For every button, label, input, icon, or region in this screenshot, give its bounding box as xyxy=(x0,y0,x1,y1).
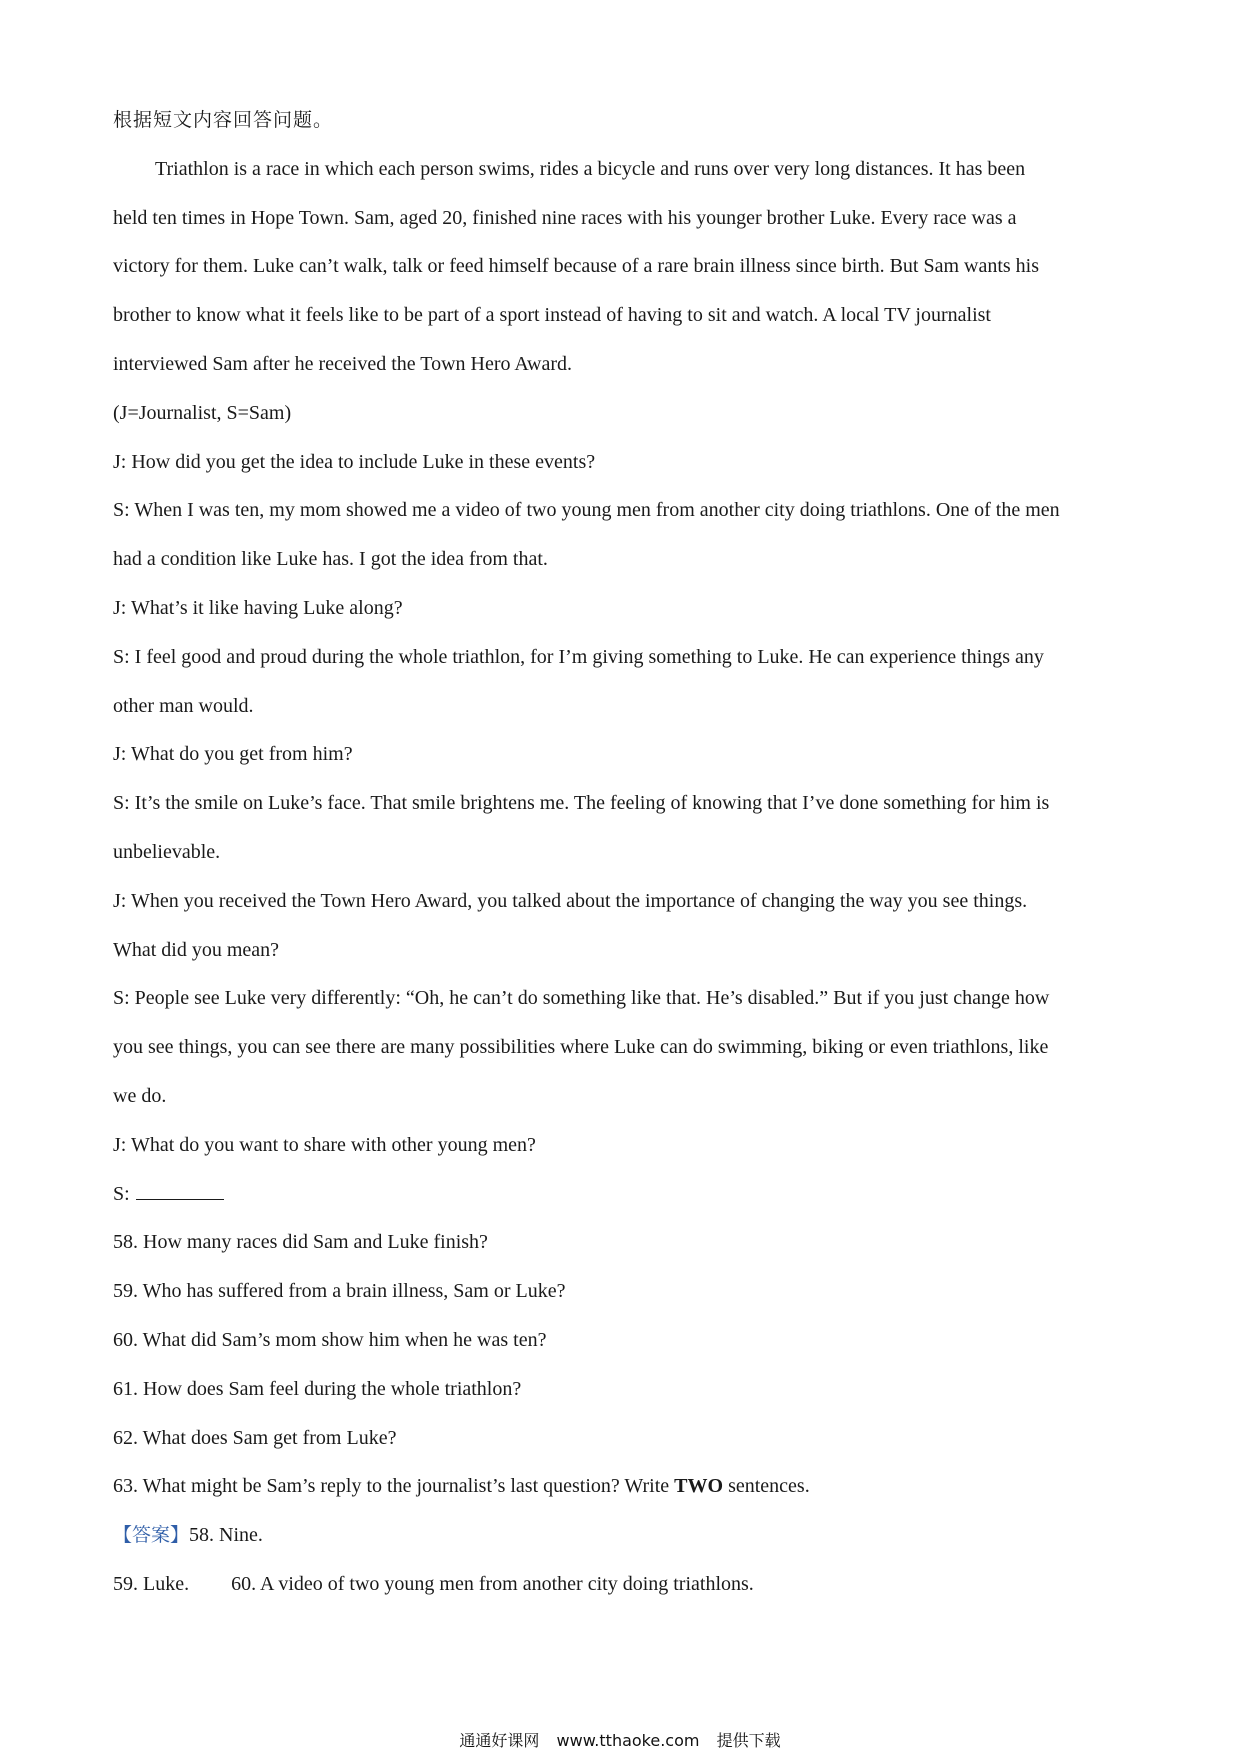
passage-line: victory for them. Luke can’t walk, talk or feed himself because of a rare brain illness since birth. But Sam wants his xyxy=(113,255,1040,278)
answer-blank xyxy=(136,1183,224,1200)
answer-58: 58. Nine. xyxy=(189,1524,263,1547)
dialogue-line: unbelievable. xyxy=(113,840,221,863)
question-63 xyxy=(113,1462,1133,1511)
blank-reply-line xyxy=(113,1170,1133,1219)
page-footer xyxy=(0,1728,1240,1751)
footer-note: 提供下载 xyxy=(716,1731,781,1750)
dialogue-line: had a condition like Luke has. I got the idea from that. xyxy=(113,548,548,571)
question: 59. Who has suffered from a brain illness, Sam or Luke? xyxy=(113,1280,566,1303)
question: 62. What does Sam get from Luke? xyxy=(113,1426,397,1449)
dialogue-line: J: What do you get from him? xyxy=(113,743,353,766)
footer-site-name: 通通好课网 xyxy=(459,1731,540,1750)
dialogue-line: other man would. xyxy=(113,694,254,717)
question: 61. How does Sam feel during the whole triathlon? xyxy=(113,1377,522,1400)
dialogue-line: you see things, you can see there are many possibilities where Luke can do swimming, biking or even triathlons, like xyxy=(113,1036,1049,1059)
q63-bold-word: TWO xyxy=(674,1475,724,1498)
answer-60: 60. A video of two young men from another city doing triathlons. xyxy=(231,1572,754,1595)
answer-59: 59. Luke. xyxy=(113,1572,190,1595)
speaker-label: S: xyxy=(113,1182,130,1205)
q63-text-after: sentences. xyxy=(723,1475,810,1498)
passage-line: held ten times in Hope Town. Sam, aged 20, finished nine races with his younger brother Luke. Every race was a xyxy=(113,206,1017,229)
dialogue-line: S: It’s the smile on Luke’s face. That smile brightens me. The feeling of knowing that I’ve done something for him is xyxy=(113,792,1050,815)
dialogue-line: S: When I was ten, my mom showed me a video of two young men from another city doing triathlons. One of the men xyxy=(113,499,1060,522)
dialogue-line: (J=Journalist, S=Sam) xyxy=(113,401,292,424)
question: 60. What did Sam’s mom show him when he was ten? xyxy=(113,1328,547,1351)
footer-url[interactable]: www.tthaoke.com xyxy=(556,1731,700,1750)
dialogue-line: J: How did you get the idea to include Luke in these events? xyxy=(113,450,596,473)
passage-line: interviewed Sam after he received the Town Hero Award. xyxy=(113,352,572,375)
q63-text-before: 63. What might be Sam’s reply to the journalist’s last question? Write xyxy=(113,1475,675,1498)
answer-tag: 【答案】 xyxy=(113,1524,190,1547)
dialogue-line: J: When you received the Town Hero Award, you talked about the importance of changing the way you see things. xyxy=(113,889,1028,912)
answer-line xyxy=(113,1560,1133,1609)
answer-line xyxy=(113,1511,1133,1560)
dialogue-line: S: I feel good and proud during the whole triathlon, for I’m giving something to Luke. He can experience things any xyxy=(113,645,1044,668)
dialogue-line: we do. xyxy=(113,1084,167,1107)
passage-line: brother to know what it feels like to be part of a sport instead of having to sit and watch. A local TV journalist xyxy=(113,304,991,327)
dialogue-line: What did you mean? xyxy=(113,938,280,961)
question: 58. How many races did Sam and Luke finish? xyxy=(113,1231,488,1254)
dialogue-line: J: What do you want to share with other young men? xyxy=(113,1133,536,1156)
passage-line: Triathlon is a race in which each person swims, rides a bicycle and runs over very long distances. It has been xyxy=(155,157,1026,180)
dialogue-line: J: What’s it like having Luke along? xyxy=(113,596,403,619)
instruction: 根据短文内容回答问题。 xyxy=(113,109,334,131)
dialogue-line: S: People see Luke very differently: “Oh, he can’t do something like that. He’s disabled.” But if you just change how xyxy=(113,987,1050,1010)
document-page xyxy=(113,96,1133,1609)
